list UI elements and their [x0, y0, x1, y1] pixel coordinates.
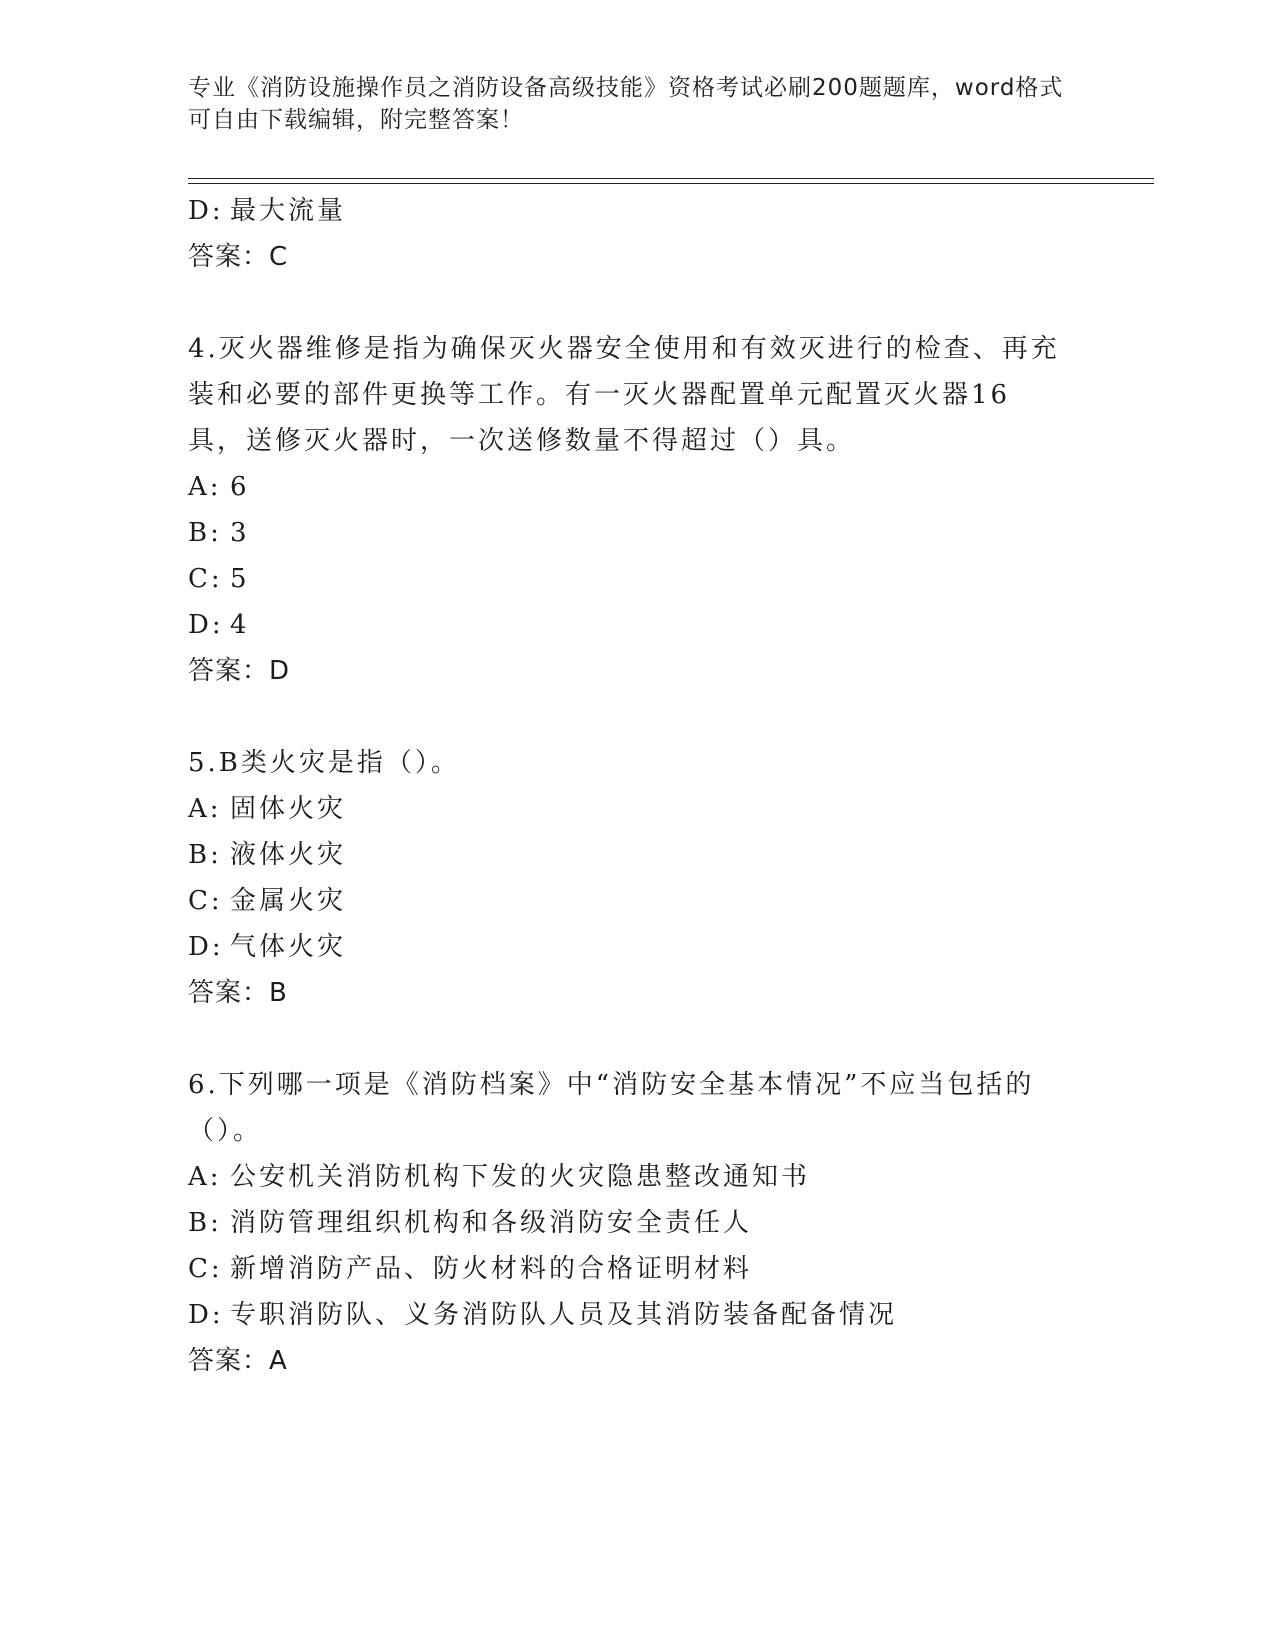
- option-label: A:: [188, 1162, 222, 1192]
- option-label: C:: [188, 1254, 223, 1284]
- question-6: [188, 1062, 1088, 1384]
- header-rule-bottom: [188, 183, 1154, 184]
- prev-answer: 答案：C: [188, 242, 289, 272]
- option-b: [188, 1200, 1088, 1246]
- option-text: 固体火灾: [230, 794, 347, 824]
- option-c: [188, 1246, 1088, 1292]
- option-text: 气体火灾: [230, 932, 347, 962]
- answer: 答案：B: [188, 978, 288, 1008]
- option-label: D:: [188, 932, 224, 962]
- header-rule-top: [188, 178, 1154, 179]
- option-a: [188, 1154, 1088, 1200]
- question-5: [188, 740, 1088, 1016]
- option-label: B:: [188, 1208, 222, 1238]
- option-label: A:: [188, 472, 222, 502]
- option-text: 4: [230, 610, 250, 640]
- option-label: B:: [188, 840, 222, 870]
- question-stem: 5.B类火灾是指（）。: [188, 748, 460, 778]
- option-text: 最大流量: [230, 196, 347, 226]
- page-header: 专业《消防设施操作员之消防设备高级技能》资格考试必刷200题题库，word格式可自由下载编辑，附完整答案！: [188, 75, 1064, 133]
- option-label: D:: [188, 610, 224, 640]
- option-a: [188, 464, 1088, 510]
- option-label: C:: [188, 564, 223, 594]
- question-stem: 6.下列哪一项是《消防档案》中“消防安全基本情况”不应当包括的（）。: [188, 1070, 1035, 1146]
- option-label: B:: [188, 518, 222, 548]
- option-d: [188, 602, 1088, 648]
- answer: 答案：A: [188, 1346, 288, 1376]
- option-d: [188, 924, 1088, 970]
- prev-option-d: [188, 188, 1088, 234]
- option-text: 新增消防产品、防火材料的合格证明材料: [230, 1254, 753, 1284]
- question-stem: 4.灭火器维修是指为确保灭火器安全使用和有效灭进行的检查、再充装和必要的部件更换等工作。有一灭火器配置单元配置灭火器16具，送修灭火器时，一次送修数量不得超过（）具。: [188, 334, 1060, 456]
- option-label: C:: [188, 886, 223, 916]
- option-b: [188, 832, 1088, 878]
- option-label: D:: [188, 1300, 224, 1330]
- option-text: 金属火灾: [230, 886, 347, 916]
- option-c: [188, 556, 1088, 602]
- option-text: 专职消防队、义务消防队人员及其消防装备配备情况: [230, 1300, 898, 1330]
- question-4: [188, 326, 1088, 694]
- option-b: [188, 510, 1088, 556]
- option-d: [188, 1292, 1088, 1338]
- answer: 答案：D: [188, 656, 291, 686]
- option-text: 3: [230, 518, 250, 548]
- option-text: 液体火灾: [230, 840, 347, 870]
- option-text: 5: [230, 564, 250, 594]
- option-label: D:: [188, 196, 224, 226]
- option-a: [188, 786, 1088, 832]
- option-label: A:: [188, 794, 222, 824]
- option-c: [188, 878, 1088, 924]
- option-text: 6: [230, 472, 250, 502]
- option-text: 消防管理组织机构和各级消防安全责任人: [230, 1208, 753, 1238]
- option-text: 公安机关消防机构下发的火灾隐患整改通知书: [230, 1162, 811, 1192]
- question-content: [188, 188, 1088, 1384]
